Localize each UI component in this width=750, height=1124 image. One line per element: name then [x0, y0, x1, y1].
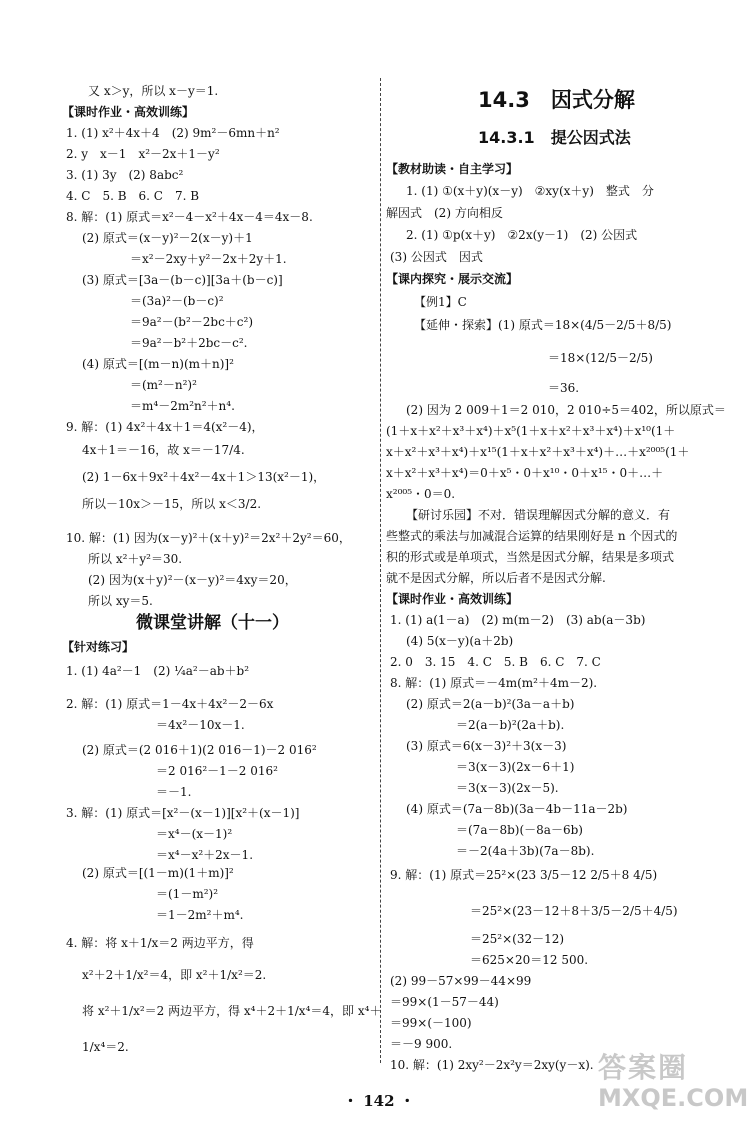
- text-line: (2) 因为 2 009＋1＝2 010，2 010÷5＝402，所以原式＝: [406, 403, 726, 417]
- section-heading: 【教材助读・自主学习】: [386, 162, 519, 176]
- text-line: ＝3(x－3)(2x－6＋1): [456, 760, 575, 774]
- text-line: ＝x⁴－(x－1)²: [156, 827, 233, 841]
- text-line: ＝－1.: [156, 785, 192, 799]
- text-line: 1/x⁴＝2.: [82, 1040, 129, 1054]
- text-line: 3. 解：(1) 原式＝[x²－(x－1)][x²＋(x－1)]: [66, 806, 300, 820]
- text-line: ＝99×(－100): [390, 1016, 472, 1030]
- text-line: ＝36.: [548, 381, 580, 395]
- text-line: 所以 x²＋y²＝30.: [88, 552, 183, 566]
- text-line: 8. 解：(1) 原式＝－4m(m²＋4m－2).: [390, 676, 598, 690]
- text-line: ＝2 016²－1－2 016²: [156, 764, 278, 778]
- section-heading: 【课时作业・高效训练】: [386, 592, 519, 606]
- text-line: ＝2(a－b)²(2a＋b).: [456, 718, 565, 732]
- page-number: ・ 142 ・: [343, 1092, 415, 1110]
- section-heading: 【课内探究・展示交流】: [386, 272, 519, 286]
- text-line: 解因式 (2) 方向相反: [386, 206, 503, 220]
- watermark-logo: [598, 1052, 748, 1112]
- text-line: 1. (1) x²＋4x＋4 (2) 9m²－6mn＋n²: [66, 126, 280, 140]
- text-line: ＝18×(12/5－2/5): [548, 351, 653, 365]
- text-line: 所以－10x＞－15，所以 x＜3/2.: [82, 497, 262, 511]
- text-line: ＝1－2m²＋m⁴.: [156, 908, 244, 922]
- text-line: (2) 因为(x＋y)²－(x－y)²＝4xy＝20，: [88, 573, 297, 587]
- text-line: ＝x²－2xy＋y²－2x＋2y＋1.: [130, 252, 287, 266]
- text-line: (4) 5(x－y)(a＋2b): [406, 634, 514, 648]
- text-line: 4. 解：将 x＋1/x＝2 两边平方，得: [66, 936, 254, 950]
- text-line: ＝99×(1－57－44): [390, 995, 499, 1009]
- text-line: 10. 解：(1) 因为(x－y)²＋(x＋y)²＝2x²＋2y²＝60，: [66, 531, 351, 545]
- text-line: x＋x²＋x³＋x⁴)＋x¹⁵(1＋x＋x²＋x³＋x⁴)＋…＋x²⁰⁰⁵(1＋: [386, 445, 690, 459]
- text-line: 将 x²＋1/x²＝2 两边平方，得 x⁴＋2＋1/x⁴＝4，即 x⁴＋: [82, 1004, 382, 1018]
- text-line: 9. 解：(1) 原式＝25²×(23 3/5－12 2/5＋8 4/5): [390, 868, 658, 882]
- text-line: ＝(7a－8b)(－8a－6b): [456, 823, 583, 837]
- text-line: ＝－2(4a＋3b)(7a－8b).: [456, 844, 595, 858]
- watermark-text: 答案圈: [598, 1051, 689, 1084]
- text-line: 积的形式或是单项式，当然是因式分解，结果是多项式: [386, 550, 675, 564]
- section-heading: 【课时作业・高效训练】: [62, 105, 195, 119]
- text-line: ＝(3a)²－(b－c)²: [130, 294, 224, 308]
- text-line: 【例1】C: [414, 295, 467, 309]
- text-line: x²⁰⁰⁵・0＝0.: [386, 487, 456, 501]
- text-line: ＝25²×(23－12＋8＋3/5－2/5＋4/5): [470, 904, 678, 918]
- chapter-title: 14.3 因式分解: [478, 88, 635, 112]
- text-line: 4. C 5. B 6. C 7. B: [66, 189, 200, 203]
- text-line: 10. 解：(1) 2xy²－2x²y＝2xy(y－x).: [390, 1058, 594, 1072]
- text-line: 1. (1) ①(x＋y)(x－y) ②xy(x＋y) 整式 分: [406, 184, 654, 198]
- text-line: ＝(1－m²)²: [156, 887, 218, 901]
- text-line: (2) 99－57×99－44×99: [390, 974, 532, 988]
- text-line: (3) 原式＝6(x－3)²＋3(x－3): [406, 739, 567, 753]
- text-line: x²＋2＋1/x²＝4，即 x²＋1/x²＝2.: [82, 968, 267, 982]
- text-line: (3) 原式＝[3a－(b－c)][3a＋(b－c)]: [82, 273, 283, 287]
- text-line: 1. (1) 4a²－1 (2) ¼a²－ab＋b²: [66, 664, 250, 678]
- text-line: 9. 解：(1) 4x²＋4x＋1＝4(x²－4)，: [66, 420, 264, 434]
- text-line: (2) 原式＝(2 016＋1)(2 016－1)－2 016²: [82, 743, 317, 757]
- text-line: (4) 原式＝[(m－n)(m＋n)]²: [82, 357, 234, 371]
- section-heading: 【针对练习】: [62, 640, 135, 654]
- text-line: 又 x＞y，所以 x－y＝1.: [88, 84, 219, 98]
- text-line: (2) 原式＝(x－y)²－2(x－y)＋1: [82, 231, 253, 245]
- section-title: 微课堂讲解（十一）: [136, 613, 289, 633]
- text-line: ＝9a²－(b²－2bc＋c²): [130, 315, 254, 329]
- text-line: 2. (1) ①p(x＋y) ②2x(y－1) (2) 公因式: [406, 228, 638, 242]
- column-divider: [380, 78, 381, 1063]
- text-line: (2) 原式＝2(a－b)²(3a－a＋b): [406, 697, 575, 711]
- text-line: 2. 解：(1) 原式＝1－4x＋4x²－2－6x: [66, 697, 274, 711]
- text-line: 【研讨乐园】不对．错误理解因式分解的意义．有: [406, 508, 671, 522]
- watermark-url: MXQE.COM: [598, 1084, 749, 1112]
- section-title: 14.3.1 提公因式法: [478, 128, 631, 147]
- text-line: 1. (1) a(1－a) (2) m(m－2) (3) ab(a－3b): [390, 613, 646, 627]
- text-line: ＝(m²－n²)²: [130, 378, 197, 392]
- text-line: ＝3(x－3)(2x－5).: [456, 781, 559, 795]
- text-line: (1＋x＋x²＋x³＋x⁴)＋x⁵(1＋x＋x²＋x³＋x⁴)＋x¹⁰(1＋: [386, 424, 676, 438]
- text-line: 所以 xy＝5.: [88, 594, 153, 608]
- text-line: (2) 1－6x＋9x²＋4x²－4x＋1＞13(x²－1)，: [82, 470, 326, 484]
- text-line: ＝－9 900.: [390, 1037, 453, 1051]
- text-line: ＝4x²－10x－1.: [156, 718, 245, 732]
- text-line: ＝m⁴－2m²n²＋n⁴.: [130, 399, 235, 413]
- text-line: ＝9a²－b²＋2bc－c².: [130, 336, 248, 350]
- text-line: (2) 原式＝[(1－m)(1＋m)]²: [82, 866, 234, 880]
- text-line: 2. y x－1 x²－2x＋1－y²: [66, 147, 220, 161]
- text-line: 2. 0 3. 15 4. C 5. B 6. C 7. C: [390, 655, 601, 669]
- text-line: 8. 解：(1) 原式＝x²－4－x²＋4x－4＝4x－8.: [66, 210, 313, 224]
- text-line: 4x＋1＝－16，故 x＝－17/4.: [82, 443, 245, 457]
- text-line: (4) 原式＝(7a－8b)(3a－4b－11a－2b): [406, 802, 628, 816]
- text-line: 就不是因式分解，所以后者不是因式分解.: [386, 571, 606, 585]
- text-line: ＝625×20＝12 500.: [470, 953, 589, 967]
- text-line: 3. (1) 3y (2) 8abc²: [66, 168, 184, 182]
- text-line: ＝x⁴－x²＋2x－1.: [156, 848, 254, 862]
- text-line: 【延伸・探索】(1) 原式＝18×(4/5－2/5＋8/5): [414, 318, 672, 332]
- text-line: ＝25²×(32－12): [470, 932, 565, 946]
- text-line: 些整式的乘法与加减混合运算的结果刚好是 n 个因式的: [386, 529, 678, 543]
- text-line: (3) 公因式 因式: [390, 250, 483, 264]
- text-line: x＋x²＋x³＋x⁴)＝0＋x⁵・0＋x¹⁰・0＋x¹⁵・0＋…＋: [386, 466, 664, 480]
